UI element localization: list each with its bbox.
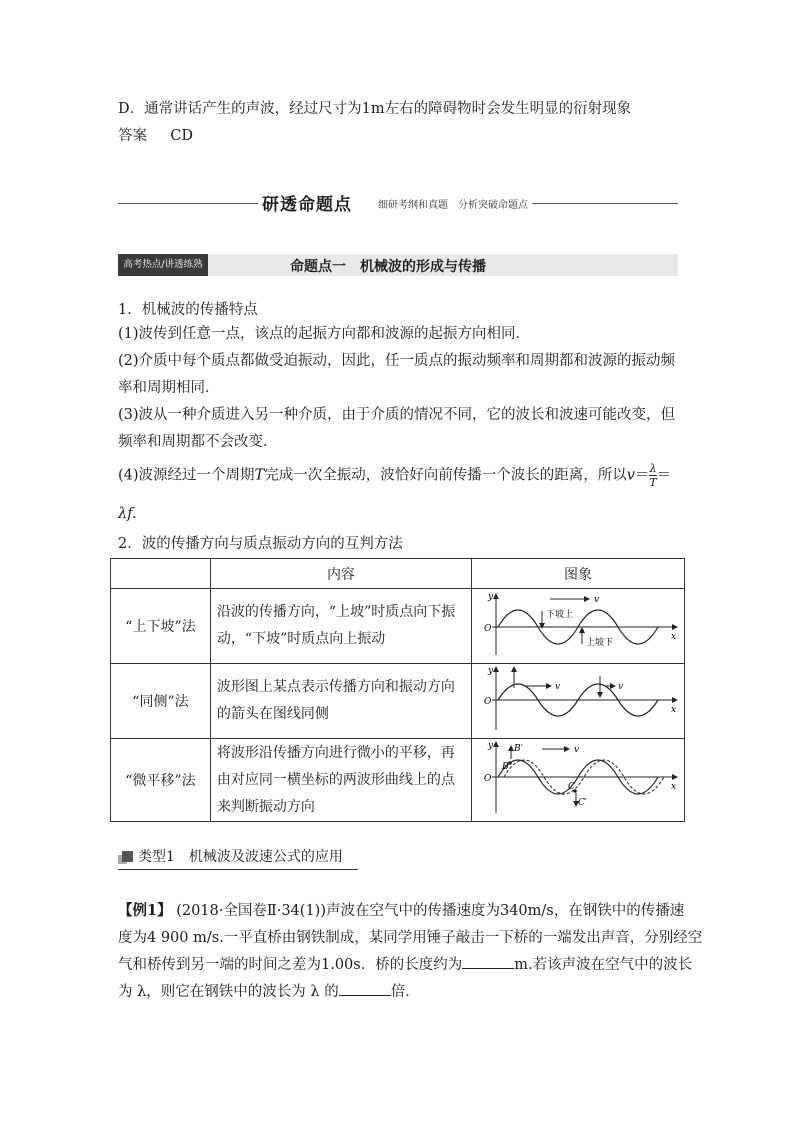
table-header-graph: 图象: [471, 559, 684, 589]
item4-end: λf.: [118, 506, 137, 522]
point1-item-3: (3)波从一种介质进入另一种介质，由于介质的情况不同，它的波长和波速可能改变，但频率和周期都不会改变．: [118, 407, 676, 450]
wave-graph-3: [472, 739, 684, 817]
option-d: D．通常讲话产生的声波，经过尺寸为1m左右的障碍物时会发生明显的衍射现象: [118, 101, 632, 117]
point-B-label: B: [501, 762, 509, 772]
fraction-numerator: λ: [649, 462, 657, 475]
answer-line: [118, 124, 193, 145]
method-name: “同侧”法: [111, 664, 211, 739]
item4-eq2: ＝: [656, 467, 672, 484]
example-line-1: [118, 899, 684, 920]
wave-graph-2: [472, 664, 684, 734]
answer-blank-1[interactable]: [462, 954, 514, 969]
section-header-tag: 高考热点/讲透练熟: [118, 254, 208, 276]
table-row: [111, 739, 685, 822]
axis-x-label: x: [670, 632, 677, 642]
item4-eq: ＝: [634, 467, 650, 484]
table-header-method: [111, 559, 211, 589]
table-header-content: 内容: [210, 559, 471, 589]
axis-y-label: y: [487, 741, 494, 751]
velocity-label: v: [573, 745, 580, 755]
banner-subtitle: 细研考纲和真题 分析突破命题点: [378, 200, 528, 211]
banner-rule-right: [532, 203, 678, 204]
method-content: 沿波的传播方向，“上坡”时质点向下振动，“下坡”时质点向上振动: [210, 589, 471, 664]
example-text-3a: 气和桥传到另一端的时间之差为1.00s．桥的长度约为: [118, 957, 463, 973]
table-row: [111, 664, 685, 739]
uphill-down-label: 上坡下: [585, 638, 613, 648]
origin-label: O: [483, 624, 492, 634]
point2-heading: 2．波的传播方向与质点振动方向的互判方法: [118, 536, 403, 552]
method-name: “微平移”法: [111, 739, 211, 822]
origin-label: O: [483, 774, 492, 784]
axis-y-label: y: [487, 592, 494, 602]
velocity-label: v: [554, 682, 561, 692]
example-tag: 【例1】: [118, 902, 172, 919]
method-content: 波形图上某点表示传播方向和振动方向的箭头在图线同侧: [210, 664, 471, 739]
item4-pre: (4)波源经过一个周期: [118, 467, 255, 484]
example-text-1: (2018·全国卷Ⅱ·34(1))声波在空气中的传播速度为340m/s，在钢铁中的传播速: [176, 903, 685, 919]
method-name: “上下坡”法: [111, 589, 211, 664]
lambda-over-T-fraction: [649, 462, 656, 489]
velocity-label-2: v: [617, 682, 624, 692]
example-text-4a: 为 λ，则它在钢铁中的波长为 λ 的: [118, 984, 339, 1000]
graph-micro-shift: [471, 739, 684, 822]
example-line-3: [118, 953, 692, 974]
origin-label: O: [483, 697, 492, 707]
downhill-up-label: 下坡上: [545, 610, 573, 620]
table-header-row: [111, 559, 685, 589]
point-Cprime-label: C′: [577, 798, 587, 808]
item4-v: v: [626, 467, 635, 484]
type1-label: 类型1 机械波及波速公式的应用: [138, 849, 343, 865]
section-header-title: 命题点一 机械波的形成与传播: [290, 259, 486, 275]
example-line-4: [118, 980, 420, 1001]
method-table: [110, 558, 685, 822]
point1-item-4: [118, 462, 671, 489]
type1-icon: [122, 851, 133, 862]
item4-mid: 完成一次全振动，波恰好向前传播一个波长的距离，所以: [264, 467, 627, 484]
point1-item-1: (1)波传到任意一点，该点的起振方向都和波源的起振方向相同．: [118, 326, 531, 342]
wave-graph-1: [472, 589, 684, 659]
answer-value: CD: [170, 128, 193, 144]
fraction-denominator: T: [649, 476, 657, 489]
banner-rule-left: [118, 203, 258, 204]
method-content: 将波形沿传播方向进行微小的平移，再由对应同一横坐标的两波形曲线上的点来判断振动方向: [210, 739, 471, 822]
example-line-2: 度为4 900 m/s.一平直桥由钢铁制成，某同学用锤子敲击一下桥的一端发出声音，分别经空: [118, 930, 703, 946]
answer-label: 答案: [118, 128, 147, 144]
graph-uphill-downhill: [471, 589, 684, 664]
point-Bprime-label: B′: [513, 744, 523, 754]
axis-y-label: y: [487, 666, 494, 676]
point1-heading: 1．机械波的传播特点: [118, 302, 258, 318]
point-C-label: C: [567, 782, 575, 792]
axis-x-label: x: [670, 782, 677, 792]
answer-blank-2[interactable]: [339, 981, 391, 996]
axis-x-label: x: [670, 705, 677, 715]
graph-same-side: [471, 664, 684, 739]
point1-item-2: (2)介质中每个质点都做受迫振动，因此，任一质点的振动频率和周期都和波源的振动频率和周期相同．: [118, 353, 676, 396]
example-text-3b: m.若该声波在空气中的波长: [514, 957, 693, 973]
velocity-label: v: [593, 595, 600, 605]
example-text-4b: 倍．: [390, 984, 420, 1000]
table-row: [111, 589, 685, 664]
banner-title: 研透命题点: [262, 195, 352, 215]
item4-T: T: [254, 467, 265, 484]
